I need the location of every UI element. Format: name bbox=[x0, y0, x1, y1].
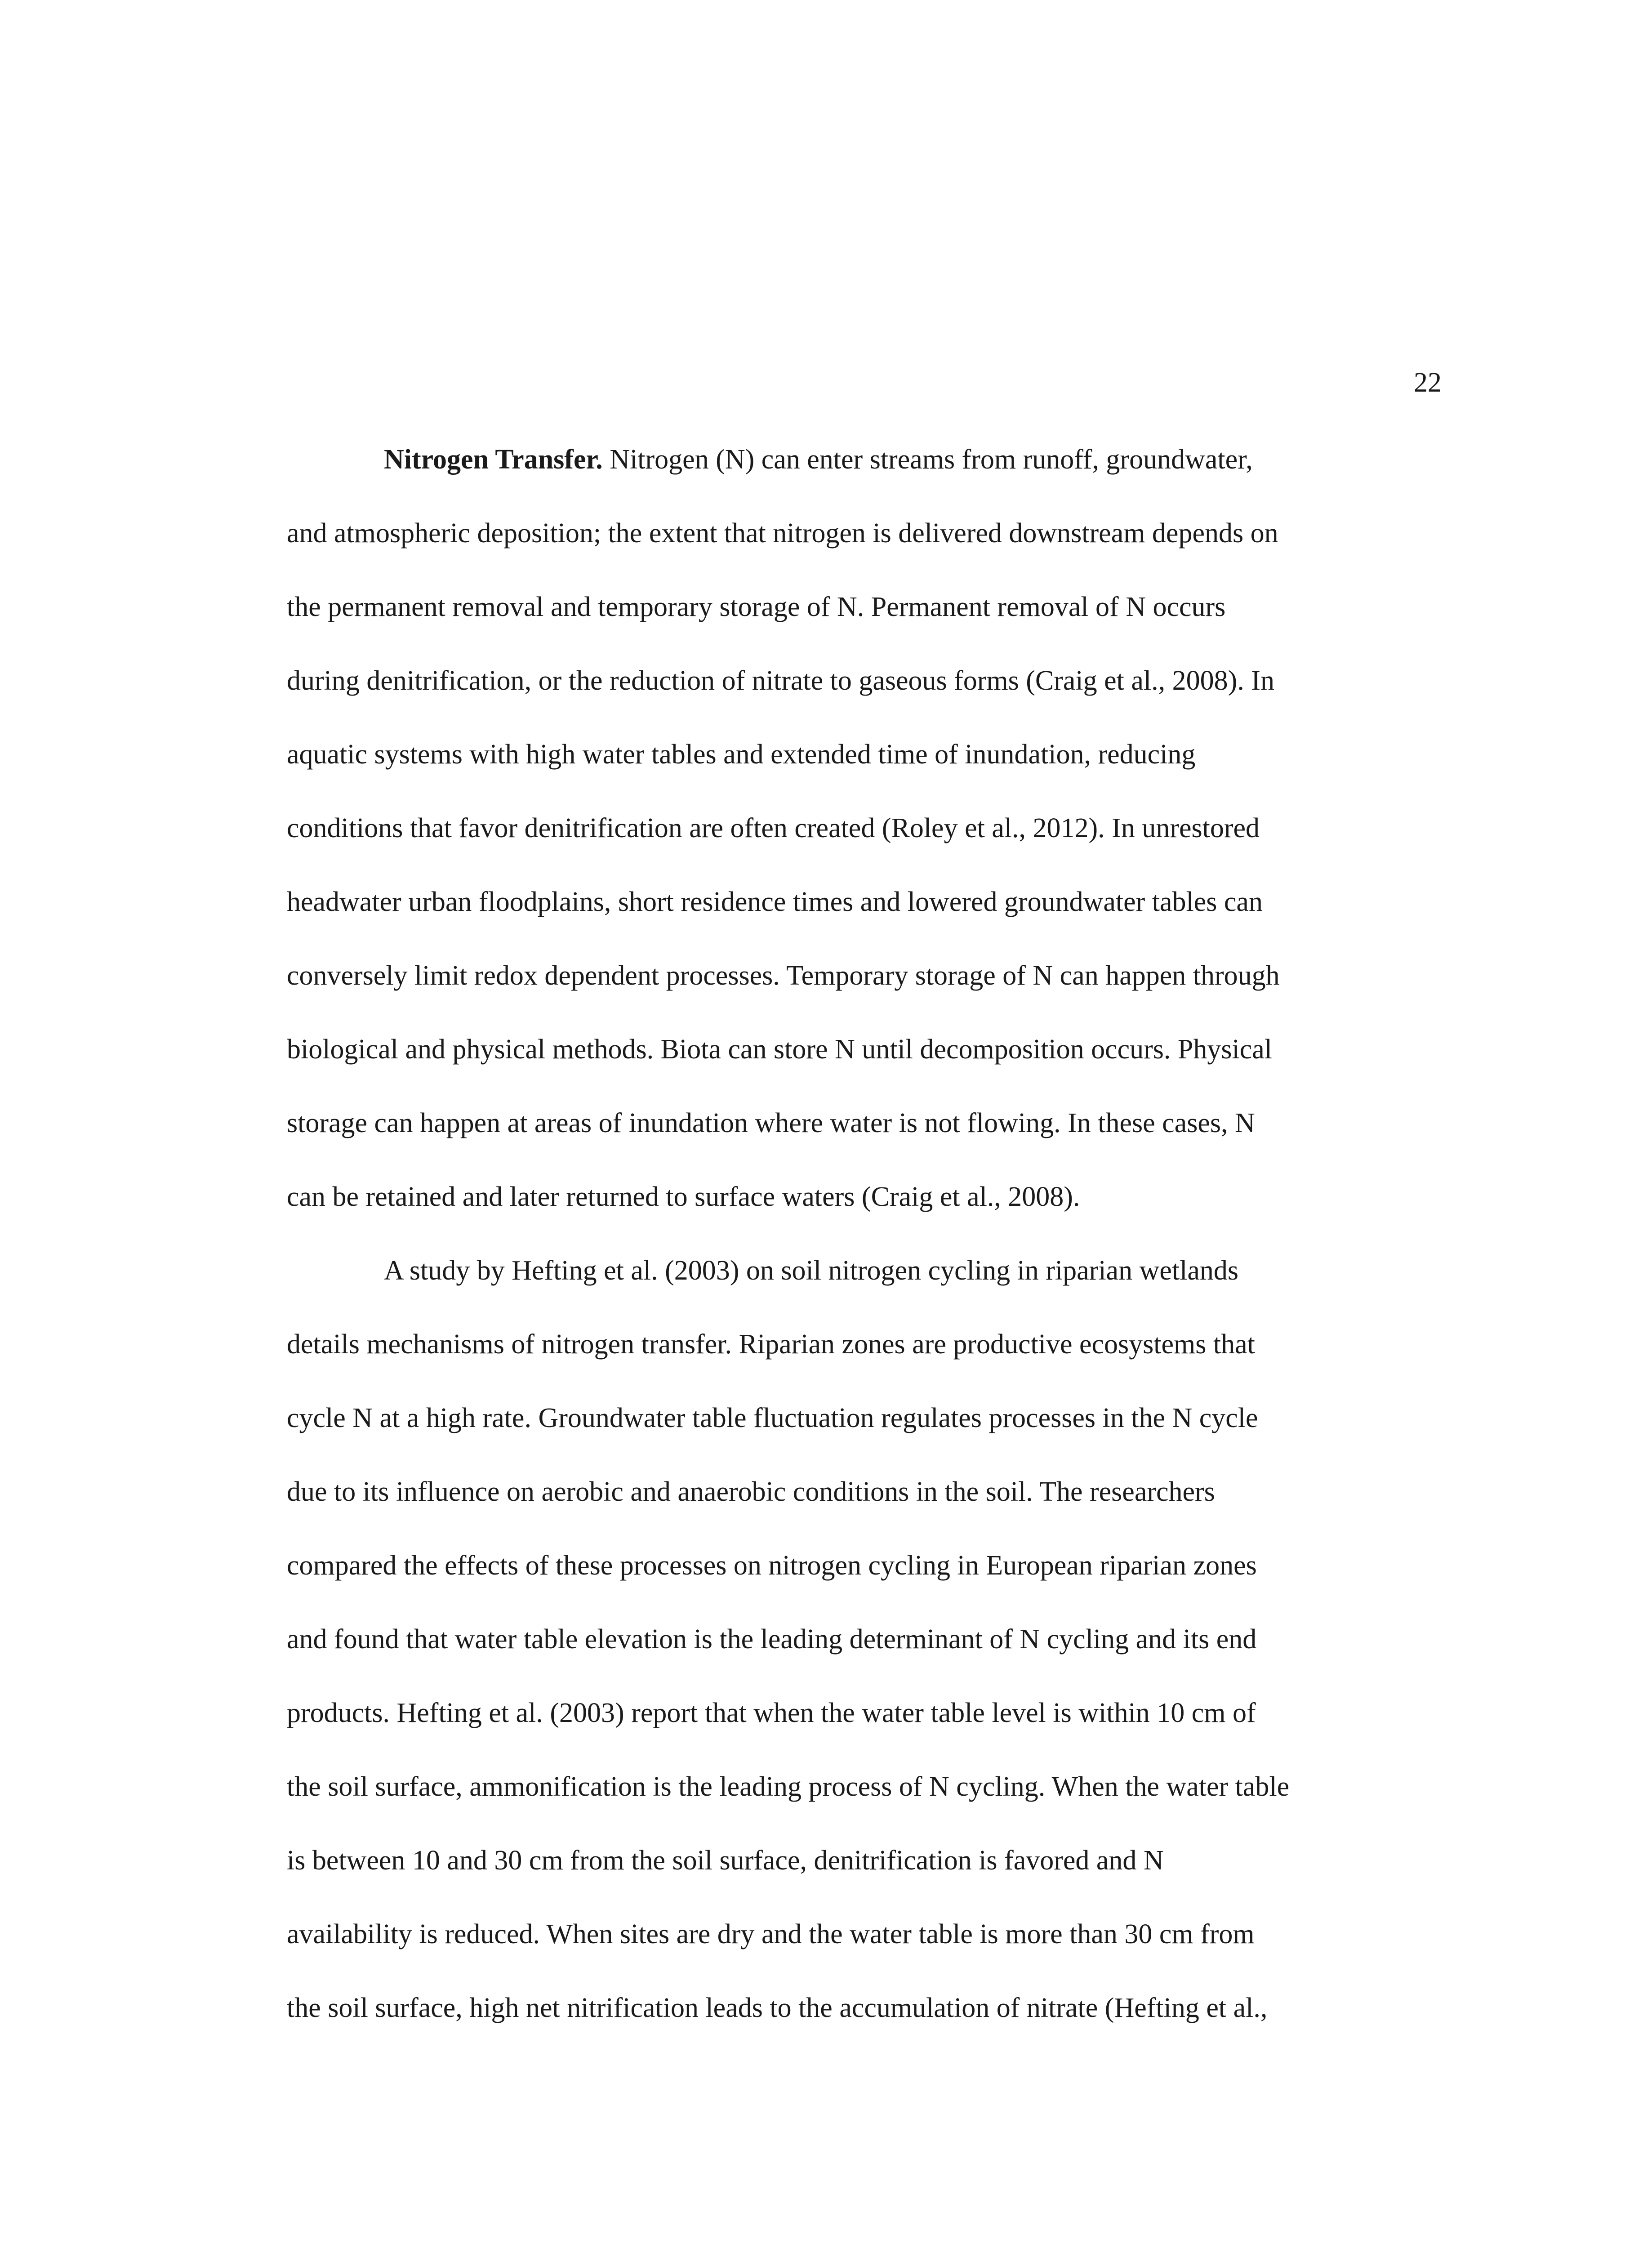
body-text bbox=[287, 423, 1447, 2045]
paragraph-1-line-6: conditions that favor denitrification are often created (Roley et al., 2012). In unrestored bbox=[287, 813, 1260, 843]
paragraph-2-line-1: A study by Hefting et al. (2003) on soil nitrogen cycling in riparian wetlands bbox=[384, 1255, 1238, 1286]
paragraph-1-line-3: the permanent removal and temporary storage of N. Permanent removal of N occurs bbox=[287, 592, 1226, 622]
paragraph-2-line-9: is between 10 and 30 cm from the soil surface, denitrification is favored and N bbox=[287, 1845, 1164, 1876]
section-heading-nitrogen-transfer: Nitrogen Transfer. bbox=[384, 444, 603, 475]
paragraph-2-line-4: due to its influence on aerobic and anaerobic conditions in the soil. The researchers bbox=[287, 1476, 1215, 1507]
paragraph-1-line-4: during denitrification, or the reduction of nitrate to gaseous forms (Craig et al., 2008). In bbox=[287, 665, 1274, 696]
page-number: 22 bbox=[1414, 367, 1442, 398]
paragraph-2-line-10: availability is reduced. When sites are dry and the water table is more than 30 cm from bbox=[287, 1919, 1255, 1949]
paragraph-1-line-10: storage can happen at areas of inundation where water is not flowing. In these cases, N bbox=[287, 1108, 1255, 1138]
paragraph-2-line-5: compared the effects of these processes on nitrogen cycling in European riparian zones bbox=[287, 1550, 1257, 1581]
paragraph-1-line-1-text: Nitrogen (N) can enter streams from runoff, groundwater, bbox=[602, 444, 1253, 475]
paragraph-2-line-7: products. Hefting et al. (2003) report that when the water table level is within 10 cm of bbox=[287, 1698, 1256, 1728]
paragraph-2-line-2: details mechanisms of nitrogen transfer. Riparian zones are productive ecosystems that bbox=[287, 1329, 1255, 1360]
paragraph-1-line-5: aquatic systems with high water tables and extended time of inundation, reducing bbox=[287, 739, 1196, 770]
paragraph-1-line-7: headwater urban floodplains, short residence times and lowered groundwater tables can bbox=[287, 887, 1263, 917]
paragraph-1-line-9: biological and physical methods. Biota can store N until decomposition occurs. Physical bbox=[287, 1034, 1272, 1065]
paragraph-1-line-2: and atmospheric deposition; the extent that nitrogen is delivered downstream depends on bbox=[287, 518, 1278, 549]
paragraph-1-line-11: can be retained and later returned to surface waters (Craig et al., 2008). bbox=[287, 1182, 1080, 1212]
paragraph-2-line-3: cycle N at a high rate. Groundwater table fluctuation regulates processes in the N cycle bbox=[287, 1403, 1258, 1433]
paragraph-2-line-11: the soil surface, high net nitrification leads to the accumulation of nitrate (Hefting et al., bbox=[287, 1993, 1268, 2023]
paragraph-1-line-1 bbox=[287, 423, 1447, 496]
paragraph-1-line-8: conversely limit redox dependent processes. Temporary storage of N can happen through bbox=[287, 960, 1280, 991]
paragraph-2-line-6: and found that water table elevation is the leading determinant of N cycling and its end bbox=[287, 1624, 1257, 1655]
paragraph-2-line-8: the soil surface, ammonification is the leading process of N cycling. When the water table bbox=[287, 1771, 1290, 1802]
